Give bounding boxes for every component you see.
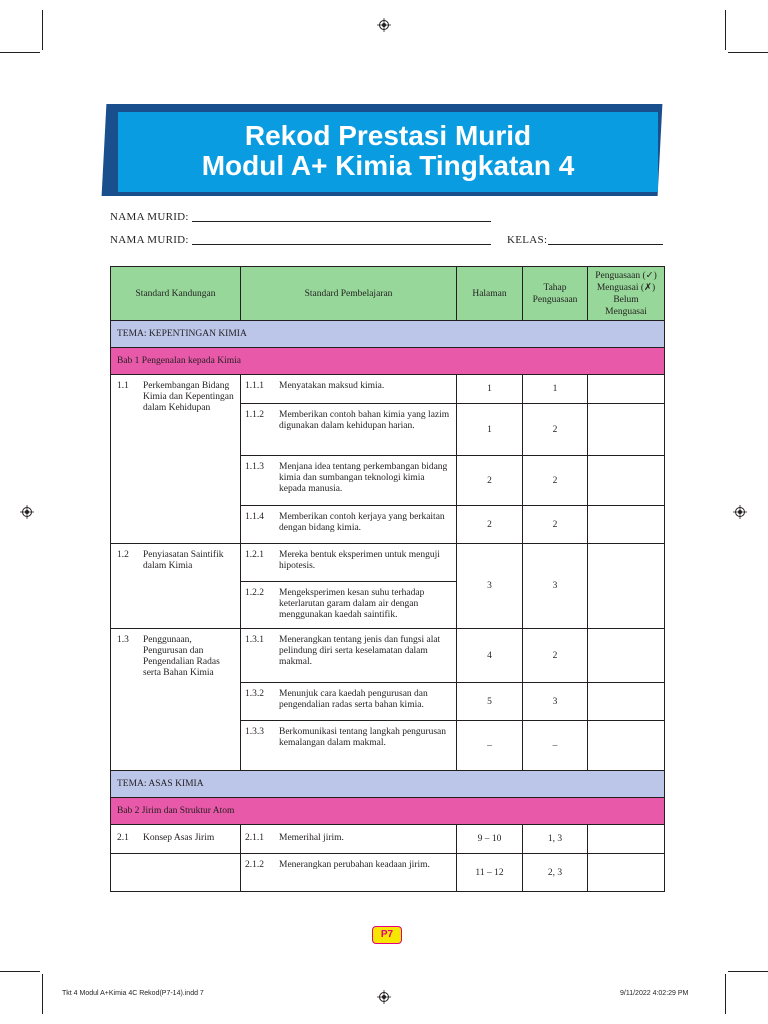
header-tahap-penguasaan: Tahap Penguasaan <box>523 267 588 321</box>
tahap-cell: 3 <box>523 544 588 629</box>
nama-murid-label: NAMA MURID: <box>110 234 189 246</box>
achievement-table <box>110 266 665 892</box>
halaman-cell: 3 <box>457 544 523 629</box>
registration-mark-icon <box>377 990 391 1004</box>
sp-cell <box>241 683 457 721</box>
registration-mark-icon <box>733 505 747 519</box>
page-title-line2: Modul A+ Kimia Tingkatan 4 <box>201 150 575 181</box>
sp-cell <box>241 404 457 456</box>
footer-filename: Tkt 4 Modul A+Kimia 4C Rekod(P7-14).indd 7 <box>62 990 204 997</box>
sk-text: Penggunaan, Pengurusan dan Pengendalian Radas serta Bahan Kimia <box>143 635 220 678</box>
standard-kandungan-cell <box>111 544 241 629</box>
crop-mark <box>728 971 768 972</box>
standard-kandungan-cell <box>111 854 241 892</box>
crop-mark <box>42 10 43 50</box>
sp-cell <box>241 544 457 582</box>
table-row <box>111 375 665 404</box>
kelas-field[interactable] <box>548 244 663 245</box>
sp-number: 1.3.1 <box>245 635 264 645</box>
theme-label: TEMA: ASAS KIMIA <box>111 771 665 798</box>
sp-number: 2.1.1 <box>245 833 264 843</box>
kelas-label: KELAS: <box>507 234 548 246</box>
penguasaan-cell[interactable] <box>588 506 665 544</box>
sp-text: Menerangkan tentang jenis dan fungsi alat pelindung diri serta keselamatan dalam makmal. <box>279 635 441 667</box>
nama-murid-field[interactable] <box>192 221 491 222</box>
sk-text: Konsep Asas Jirim <box>143 833 215 843</box>
theme-row <box>111 771 665 798</box>
chapter-row <box>111 348 665 375</box>
tahap-cell: 2, 3 <box>523 854 588 892</box>
halaman-cell: 2 <box>457 506 523 544</box>
header-standard-kandungan: Standard Kandungan <box>111 267 241 321</box>
sp-text: Memberikan contoh kerjaya yang berkaitan dengan bidang kimia. <box>279 512 445 533</box>
tahap-cell: 2 <box>523 404 588 456</box>
header-penguasaan: Penguasaan (✓) Menguasai (✗) Belum Menguasai <box>588 267 665 321</box>
sp-number: 1.3.3 <box>245 727 264 737</box>
sp-cell <box>241 854 457 892</box>
header-standard-pembelajaran: Standard Pembelajaran <box>241 267 457 321</box>
sp-cell <box>241 721 457 771</box>
chapter-label: Bab 2 Jirim dan Struktur Atom <box>111 798 665 825</box>
theme-row <box>111 321 665 348</box>
sp-text: Menjana idea tentang perkembangan bidang kimia dan sumbangan teknologi kimia kepada manusia. <box>279 462 448 494</box>
sp-number: 2.1.2 <box>245 860 264 870</box>
tahap-cell: 3 <box>523 683 588 721</box>
sp-cell <box>241 629 457 683</box>
penguasaan-cell[interactable] <box>588 721 665 771</box>
crop-mark <box>728 52 768 53</box>
chapter-label: Bab 1 Pengenalan kepada Kimia <box>111 348 665 375</box>
footer-timestamp: 9/11/2022 4:02:29 PM <box>620 990 689 997</box>
sp-number: 1.1.1 <box>245 381 264 391</box>
penguasaan-cell[interactable] <box>588 825 665 854</box>
sk-text: Perkembangan Bidang Kimia dan Kepentingan dalam Kehidupan <box>143 381 234 413</box>
sp-cell <box>241 506 457 544</box>
sp-text: Berkomunikasi tentang langkah pengurusan kemalangan dalam makmal. <box>279 727 447 748</box>
sp-cell <box>241 825 457 854</box>
tahap-cell: 2 <box>523 629 588 683</box>
sk-number: 1.1 <box>117 381 129 391</box>
sp-text: Memberikan contoh bahan kimia yang lazim digunakan dalam kehidupan harian. <box>279 410 450 431</box>
sp-number: 1.2.1 <box>245 550 264 560</box>
penguasaan-cell[interactable] <box>588 683 665 721</box>
halaman-cell: 9 – 10 <box>457 825 523 854</box>
halaman-cell: 4 <box>457 629 523 683</box>
halaman-cell: 2 <box>457 456 523 506</box>
tahap-cell: 1 <box>523 375 588 404</box>
nama-murid-label: NAMA MURID: <box>110 211 189 223</box>
sp-text: Menunjuk cara kaedah pengurusan dan pengendalian radas serta bahan kimia. <box>279 689 428 710</box>
sp-number: 1.2.2 <box>245 588 264 598</box>
sp-cell <box>241 375 457 404</box>
sp-text: Mereka bentuk eksperimen untuk menguji hipotesis. <box>279 550 440 571</box>
sp-cell <box>241 456 457 506</box>
tahap-cell: 1, 3 <box>523 825 588 854</box>
penguasaan-cell[interactable] <box>588 544 665 629</box>
crop-mark <box>0 52 40 53</box>
penguasaan-cell[interactable] <box>588 629 665 683</box>
table-row <box>111 825 665 854</box>
tahap-cell: 2 <box>523 506 588 544</box>
crop-mark <box>725 10 726 50</box>
penguasaan-cell[interactable] <box>588 854 665 892</box>
sp-text: Mengeksperimen kesan suhu terhadap keterlarutan garam dalam air dengan menggunakan kaedah saintifik. <box>279 588 425 620</box>
chapter-row <box>111 798 665 825</box>
page-number-badge: P7 <box>372 926 402 944</box>
standard-kandungan-cell <box>111 825 241 854</box>
sk-number: 2.1 <box>117 833 129 843</box>
penguasaan-cell[interactable] <box>588 404 665 456</box>
sp-number: 1.3.2 <box>245 689 264 699</box>
sp-number: 1.1.3 <box>245 462 264 472</box>
table-row <box>111 544 665 582</box>
theme-label: TEMA: KEPENTINGAN KIMIA <box>111 321 665 348</box>
table-row <box>111 854 665 892</box>
penguasaan-cell[interactable] <box>588 375 665 404</box>
standard-kandungan-cell <box>111 629 241 771</box>
sk-number: 1.3 <box>117 635 129 645</box>
header-halaman: Halaman <box>457 267 523 321</box>
standard-kandungan-cell <box>111 375 241 544</box>
crop-mark <box>0 971 40 972</box>
sp-text: Menerangkan perubahan keadaan jirim. <box>279 860 430 870</box>
sk-number: 1.2 <box>117 550 129 560</box>
tahap-cell: 2 <box>523 456 588 506</box>
halaman-cell: 1 <box>457 375 523 404</box>
tahap-cell: – <box>523 721 588 771</box>
sp-cell <box>241 582 457 629</box>
penguasaan-cell[interactable] <box>588 456 665 506</box>
sp-number: 1.1.4 <box>245 512 264 522</box>
registration-mark-icon <box>20 505 34 519</box>
nama-murid-field[interactable] <box>192 244 491 245</box>
sp-text: Memerihal jirim. <box>279 833 344 843</box>
registration-mark-icon <box>377 18 391 32</box>
halaman-cell: 1 <box>457 404 523 456</box>
halaman-cell: 5 <box>457 683 523 721</box>
crop-mark <box>42 974 43 1014</box>
table-row <box>111 629 665 683</box>
crop-mark <box>725 974 726 1014</box>
sp-number: 1.1.2 <box>245 410 264 420</box>
halaman-cell: 11 – 12 <box>457 854 523 892</box>
sp-text: Menyatakan maksud kimia. <box>279 381 385 391</box>
table-header-row <box>111 267 665 321</box>
sk-text: Penyiasatan Saintifik dalam Kimia <box>143 550 224 571</box>
page-title-line1: Rekod Prestasi Murid <box>244 120 532 151</box>
halaman-cell: – <box>457 721 523 771</box>
